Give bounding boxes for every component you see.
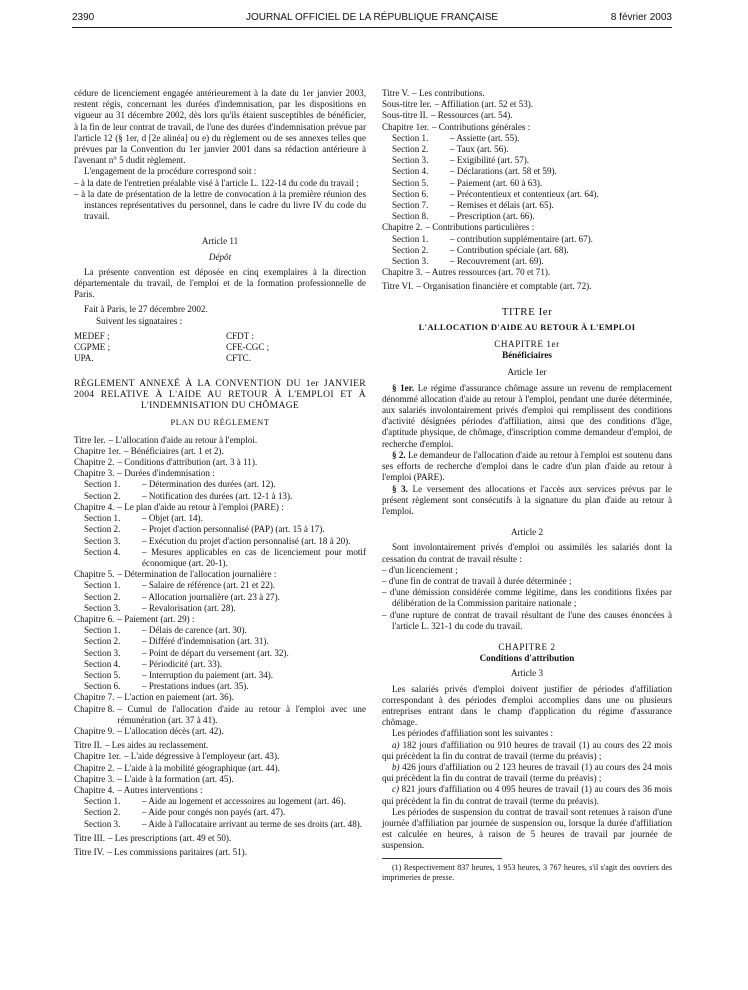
- plan-entry-key: Section 2.: [84, 591, 121, 602]
- plan-chapter-entry: [74, 785, 366, 796]
- plan-chapter-entry: [74, 726, 366, 737]
- plan-entry-key: Section 2.: [392, 144, 429, 155]
- plan-entry-text: – Différé d'indemnisation (art. 31).: [142, 636, 269, 647]
- plan-entry-key: Section 1.: [84, 513, 121, 524]
- plan-section-entry: [382, 245, 672, 256]
- plan-entry-text: – Périodicité (art. 33).: [142, 658, 223, 669]
- plan-entry-key: Section 3.: [392, 155, 429, 166]
- article-3-item: b) 426 jours d'affiliation ou 2 123 heures de travail (1) au cours des 24 mois qui précèdent la fin du contrat de travail (terme du préavis) ;: [382, 761, 672, 784]
- plan-entry-text: – Prescription (art. 66).: [450, 211, 535, 222]
- plan-entry-key: Chapitre 1er.: [382, 121, 429, 132]
- plan-section-entry: [74, 807, 366, 818]
- plan-section-entry: [74, 479, 366, 490]
- plan-entry-key: Chapitre 5.: [74, 569, 115, 580]
- plan-title-entry: [382, 99, 672, 110]
- plan-section-entry: [74, 796, 366, 807]
- plan-entry-text: – Déclarations (art. 58 et 59).: [450, 166, 557, 177]
- plan-entry-key: Section 6.: [392, 188, 429, 199]
- plan-title-entry: [382, 222, 672, 233]
- article-1-paragraph: § 3. Le versement des allocations et l'accès aux services prévus par le présent règlement sont consécutifs à la signature du plan d'aide au retour à l'emploi.: [382, 483, 673, 516]
- plan-entry-key: Section 2.: [84, 807, 121, 818]
- plan-entry-text: – Cumul de l'allocation d'aide au retour à l'emploi avec une rémunération (art. 37 à 41).: [117, 703, 366, 725]
- plan-entry-text: – Précontentieux et contentieux (art. 64).: [450, 188, 599, 199]
- plan-entry-text: – contribution supplémentaire (art. 67).: [450, 233, 593, 244]
- plan-section-entry: [74, 659, 366, 670]
- article-11-subtitle: Dépôt: [208, 251, 232, 262]
- left-column: [74, 88, 366, 858]
- plan-entry-key: Section 2.: [84, 490, 121, 501]
- plan-entry-text: – Exécution du projet d'action personnalisé (art. 18 à 20).: [142, 535, 351, 546]
- plan-chapter-entry: [74, 751, 366, 762]
- signatory: MEDEF ;: [74, 330, 110, 341]
- plan-entry-text: – Détermination de l'allocation journalière :: [117, 569, 277, 580]
- plan-entry-text: – Délais de carence (art. 30).: [142, 625, 247, 636]
- plan-section-entry: [74, 513, 366, 524]
- plan-title-entry: [74, 740, 366, 751]
- plan-chapter-entry: [74, 446, 366, 457]
- engagement-intro: L'engagement de la procédure correspond soit :: [84, 166, 257, 177]
- plan-entry-key: Section 3.: [84, 818, 121, 829]
- plan-section-entry: [382, 256, 672, 267]
- plan-section-entry: [382, 144, 672, 155]
- plan-title: PLAN DU RÈGLEMENT: [170, 418, 270, 428]
- plan-list: [74, 435, 366, 859]
- plan-entry-text: – Conditions d'attribution (art. 3 à 11).: [117, 457, 258, 468]
- plan-section-entry: [74, 681, 366, 692]
- plan-entry-text: – Les aides au reclassement.: [104, 740, 209, 751]
- titre-name: L'ALLOCATION D'AIDE AU RETOUR À L'EMPLOI: [418, 321, 636, 332]
- plan-entry-key: Section 5.: [84, 669, 121, 680]
- signatory-row: [74, 353, 366, 364]
- plan-section-entry: [382, 211, 672, 222]
- plan-section-entry: [382, 155, 672, 166]
- plan-entry-key: Section 5.: [392, 177, 429, 188]
- plan-entry-text: – L'aide à la mobilité géographique (art. 44).: [117, 762, 280, 773]
- plan-entry-key: Chapitre 1er.: [74, 751, 121, 762]
- plan-entry-text: – L'action en paiement (art. 36).: [117, 692, 234, 703]
- plan-title-entry: [74, 435, 366, 446]
- signatory-row: [74, 331, 366, 342]
- plan-entry-key: Section 4.: [84, 658, 121, 669]
- plan-section-entry: [382, 200, 672, 211]
- right-column: [382, 88, 672, 883]
- plan-entry-key: Section 2.: [84, 524, 121, 535]
- plan-entry-key: Section 3.: [84, 647, 121, 658]
- plan-entry-text: – Projet d'action personnalisé (PAP) (art. 15 à 17).: [142, 524, 325, 535]
- article-2-heading: Article 2: [510, 527, 544, 538]
- plan-entry-text: – Paiement (art. 29) :: [117, 613, 195, 624]
- plan-entry-key: Section 2.: [392, 244, 429, 255]
- article-2-intro: Sont involontairement privés d'emploi ou assimilés les salariés dont la cessation du contrat de travail résulte :: [382, 542, 672, 564]
- plan-entry-key: Section 1.: [84, 580, 121, 591]
- plan-chapter-entry: [74, 692, 366, 703]
- plan-section-entry: [74, 491, 366, 502]
- article-3-heading: Article 3: [510, 668, 544, 679]
- plan-entry-text: – Les commissions paritaires (art. 51).: [107, 846, 247, 857]
- plan-title-entry: [382, 88, 672, 99]
- signatory: CFTC.: [226, 353, 252, 364]
- plan-entry-text: – Interruption du paiement (art. 34).: [142, 669, 274, 680]
- plan-entry-text: – Les prescriptions (art. 49 et 50).: [107, 832, 232, 843]
- signatories-intro: Suivent les signataires :: [96, 315, 183, 326]
- plan-entry-text: – Prestations indues (art. 35).: [142, 681, 249, 692]
- plan-entry-key: Chapitre 2.: [382, 222, 423, 233]
- plan-entry-text: – Salaire de référence (art. 21 et 22).: [142, 580, 276, 591]
- plan-entry-text: – Allocation journalière (art. 23 à 27).: [142, 591, 280, 602]
- plan-title-entry: [74, 833, 366, 844]
- plan-chapter-entry: [74, 774, 366, 785]
- chapitre-heading: CHAPITRE 1er: [494, 339, 560, 350]
- plan-entry-text: – Paiement (art. 60 à 63).: [450, 177, 543, 188]
- article-2-item: – d'un licenciement ;: [382, 564, 458, 575]
- plan-entry-key: Titre IV.: [74, 846, 105, 857]
- plan-section-entry: [74, 625, 366, 636]
- plan-entry-key: Section 1.: [84, 796, 121, 807]
- plan-entry-text: – Aide pour congés non payés (art. 47).: [142, 807, 286, 818]
- plan-entry-key: Chapitre 3.: [74, 468, 115, 479]
- engagement-item: – à la date de présentation de la lettre de convocation à la première réunion des instances représentatives du personnel, dans le cadre du livre IV du code du travail.: [74, 188, 366, 222]
- plan-section-entry: [382, 178, 672, 189]
- plan-entry-key: Chapitre 6.: [74, 613, 115, 624]
- page-header: [72, 12, 672, 26]
- plan-entry-key: Chapitre 3.: [382, 267, 423, 278]
- plan-entry-text: – Notification des durées (art. 12-1 à 13).: [142, 490, 293, 501]
- plan-entry-key: Chapitre 7.: [74, 692, 115, 703]
- titre-heading: TITRE Ier: [501, 305, 553, 318]
- signatory: CFDT :: [226, 330, 254, 341]
- plan-entry-key: Section 6.: [84, 681, 121, 692]
- plan-section-entry: [382, 189, 672, 200]
- plan-entry-text: – Les contributions.: [412, 88, 485, 98]
- plan-entry-text: – Remises et délais (art. 65).: [450, 200, 554, 211]
- plan-entry-text: – Durées d'indemnisation :: [117, 468, 215, 479]
- plan-entry-text: – Assiette (art. 55).: [450, 132, 520, 143]
- plan-section-entry: [74, 603, 366, 614]
- plan-title-entry: [74, 847, 366, 858]
- footnote: (1) Respectivement 837 heures, 1 953 heures, 3 767 heures, s'il s'agit des ouvriers des imprimeries de presse.: [382, 862, 672, 882]
- plan-chapter-entry: [74, 569, 366, 580]
- plan-entry-text: – Contributions générales :: [431, 121, 531, 132]
- article-1-paragraph: § 1er. Le régime d'assurance chômage assure un revenu de remplacement dénommé allocation d'aide au retour à l'emploi, pendant une durée déterminée, aux salariés involontairement privés d'emploi qui remplissent des conditions d'activité désignées périodes d'affiliation, ainsi que des conditions d'âge, d'aptitude physique, de chômage, d'inscription comme demandeur d'emploi, de recherche d'emploi.: [382, 382, 672, 449]
- plan-chapter-entry: [74, 457, 366, 468]
- article-2-item: – d'une rupture de contrat de travail résultant de l'une des causes énoncées à l'article L. 321-1 du code du travail.: [382, 609, 672, 631]
- plan-section-entry: [74, 636, 366, 647]
- plan-section-entry: [74, 536, 366, 547]
- plan-entry-text: – Objet (art. 14).: [142, 513, 203, 524]
- plan-entry-text: – Mesures applicables en cas de licenciement pour motif économique (art. 20-1).: [142, 546, 366, 568]
- plan-chapter-entry: [74, 468, 366, 479]
- plan-section-entry: [382, 166, 672, 177]
- article-2-item: – d'une fin de contrat de travail à durée déterminée ;: [382, 575, 572, 586]
- plan-entry-key: Section 3.: [392, 256, 429, 267]
- intro-paragraph: cédure de licenciement engagée antérieurement à la date du 1er janvier 2003, restent régis, concernant les durées d'indemnisation, par les dispositions en vigueur au 31 décembre 2002, dès lors qu'ils étaient susceptibles de bénéficier, à la fin de leur contrat de travail, de l'une des durées d'indemnisation prévue par l'article 12 (§ 1er, d [2e alinéa] ou e) du règlement ou de ses annexes telles que prévues par la Convention du 1er janvier 2001 dans sa rédaction antérieure à l'avenant n° 5 dudit règlement.: [74, 88, 366, 166]
- chapitre-name: Conditions d'attribution: [479, 653, 575, 664]
- plan-section-entry: [382, 133, 672, 144]
- plan-entry-text: – Taux (art. 56).: [450, 144, 509, 155]
- plan-chapter-entry: [74, 763, 366, 774]
- plan-entry-text: – Point de départ du versement (art. 32).: [142, 647, 289, 658]
- chapitre-name: Bénéficiaires: [502, 350, 552, 361]
- plan-entry-text: – L'allocation d'aide au retour à l'emploi.: [108, 434, 258, 445]
- plan-entry-key: Sous-titre II.: [382, 110, 428, 121]
- plan-entry-key: Titre III.: [74, 832, 105, 843]
- plan-entry-text: – Exigibilité (art. 57).: [450, 155, 530, 166]
- plan-entry-key: Chapitre 2.: [74, 762, 115, 773]
- header-rule: [72, 27, 672, 28]
- plan-entry-key: Chapitre 8.: [74, 703, 115, 714]
- plan-section-entry: [74, 670, 366, 681]
- plan-entry-text: – Le plan d'aide au retour à l'emploi (PARE) :: [117, 501, 284, 512]
- plan-entry-key: Section 7.: [392, 200, 429, 211]
- chapitre-heading: CHAPITRE 2: [498, 641, 556, 652]
- article-1-heading: Article 1er: [507, 367, 547, 378]
- plan-chapter-entry: [74, 614, 366, 625]
- plan-entry-text: – Revalorisation (art. 28).: [142, 602, 236, 613]
- plan-entry-text: – Autres interventions :: [117, 784, 203, 795]
- plan-entry-key: Titre VI.: [382, 281, 414, 292]
- signatory: UPA.: [74, 353, 94, 364]
- footnote-rule: [382, 858, 502, 859]
- plan-section-entry: [74, 524, 366, 535]
- plan-entry-key: Titre II.: [74, 740, 102, 751]
- plan-entry-text: – L'aide dégressive à l'employeur (art. 43).: [123, 751, 280, 762]
- plan-entry-text: – Aide à l'allocataire arrivant au terme de ses droits (art. 48).: [142, 818, 363, 829]
- plan-entry-text: – Bénéficiaires (art. 1 et 2).: [123, 445, 224, 456]
- plan-title-entry: [382, 122, 672, 133]
- issue-date: 8 février 2003: [610, 12, 672, 23]
- plan-entry-key: Sous-titre Ier.: [382, 99, 432, 110]
- plan-section-entry: [382, 234, 672, 245]
- done-at: Fait à Paris, le 27 décembre 2002.: [84, 304, 208, 315]
- plan-entry-text: – L'aide à la formation (art. 45).: [117, 773, 234, 784]
- plan-chapter-entry: [74, 704, 366, 726]
- plan-entry-text: – Recouvrement (art. 69).: [450, 256, 544, 267]
- plan-entry-text: – Détermination des durées (art. 12).: [142, 479, 276, 490]
- plan-entry-key: Section 4.: [84, 546, 121, 557]
- plan-title-entry: [382, 281, 672, 292]
- article-11-heading: Article 11: [201, 236, 239, 247]
- plan-entry-text: – Autres ressources (art. 70 et 71).: [425, 267, 551, 278]
- plan-entry-key: Chapitre 3.: [74, 773, 115, 784]
- plan-entry-text: – Ressources (art. 54).: [430, 110, 513, 121]
- plan-entry-key: Section 8.: [392, 211, 429, 222]
- plan-entry-key: Section 3.: [84, 535, 121, 546]
- plan-entry-text: – Contribution spéciale (art. 68).: [450, 244, 569, 255]
- article-3-item: c) 821 jours d'affiliation ou 4 095 heures de travail (1) au cours des 36 mois qui précèdent la fin du contrat de travail (terme du préavis).: [382, 784, 672, 806]
- article-3-item: a) 182 jours d'affiliation ou 910 heures de travail (1) au cours des 22 mois qui précèdent la fin du contrat de travail (terme du préavis) ;: [382, 739, 672, 761]
- plan-entry-key: Section 3.: [84, 602, 121, 613]
- plan-title-entry: [382, 267, 672, 278]
- article-2-item: – d'une démission considérée comme légitime, dans les conditions fixées par délibération de la Commission paritaire nationale ;: [382, 587, 672, 609]
- plan-entry-key: Chapitre 2.: [74, 457, 115, 468]
- plan-entry-key: Section 1.: [392, 233, 429, 244]
- plan-entry-key: Section 2.: [84, 636, 121, 647]
- plan-section-entry: [74, 547, 366, 569]
- article-3-final: Les périodes de suspension du contrat de travail sont retenues à raison d'une journée d'affiliation par journée de suspension ou, lorsque la durée d'affiliation est calculée en heures, à raison de 5 heures de travail par journée de suspension.: [382, 806, 672, 851]
- plan-entry-text: – Aide au logement et accessoires au logement (art. 46).: [142, 796, 346, 807]
- engagement-item: – à la date de l'entretien préalable visé à l'article L. 122-14 du code du travail ;: [74, 177, 359, 188]
- plan-entry-text: – Organisation financière et comptable (art. 72).: [416, 281, 592, 292]
- plan-entry-text: – Contributions particulières :: [425, 222, 535, 233]
- plan-entry-key: Chapitre 9.: [74, 725, 115, 736]
- plan-entry-key: Titre Ier.: [74, 434, 106, 445]
- reglement-title: RÈGLEMENT ANNEXÉ À LA CONVENTION DU 1er JANVIER 2004 RELATIVE À L'AIDE AU RETOUR À L'EMPLOI ET À L'INDEMNISATION DU CHÔMAGE: [74, 378, 366, 412]
- article-1-paragraph: § 2. Le demandeur de l'allocation d'aide au retour à l'emploi est soutenu dans ses efforts de recherche d'emploi dans le cadre d'un plan d'aide au retour à l'emploi (PARE).: [382, 449, 672, 483]
- article-3-sub: Les périodes d'affiliation sont les suivantes :: [392, 728, 554, 739]
- plan-entry-key: Titre V.: [382, 88, 410, 98]
- plan-entry-key: Section 1.: [84, 479, 121, 490]
- plan-title-entry: [382, 110, 672, 121]
- plan-section-entry: [74, 648, 366, 659]
- plan-entry-key: Section 4.: [392, 166, 429, 177]
- plan-chapter-entry: [74, 502, 366, 513]
- plan-section-entry: [74, 592, 366, 603]
- signatory-row: [74, 342, 366, 353]
- signatory: CFE-CGC ;: [226, 342, 270, 353]
- page-number: 2390: [72, 12, 95, 23]
- plan-entry-key: Chapitre 4.: [74, 784, 115, 795]
- plan-list-continued: [382, 88, 672, 293]
- plan-section-entry: [74, 819, 366, 830]
- plan-entry-key: Chapitre 1er.: [74, 445, 121, 456]
- journal-title: JOURNAL OFFICIEL DE LA RÉPUBLIQUE FRANÇAISE: [245, 12, 499, 23]
- plan-entry-text: – Affiliation (art. 52 et 53).: [434, 99, 534, 110]
- article-11-text: La présente convention est déposée en cinq exemplaires à la direction départementale du travail, de l'emploi et de la formation professionnelle de Paris.: [74, 266, 366, 300]
- article-3-intro: Les salariés privés d'emploi doivent justifier de périodes d'affiliation correspondant à des périodes d'emploi accomplies dans une ou plusieurs entreprises entrant dans le champ d'application du régime d'assurance chômage.: [382, 683, 672, 728]
- plan-entry-key: Section 1.: [392, 132, 429, 143]
- plan-entry-key: Section 1.: [84, 625, 121, 636]
- signatory: CGPME ;: [74, 342, 111, 353]
- plan-entry-text: – L'allocation décès (art. 42).: [117, 725, 224, 736]
- plan-section-entry: [74, 580, 366, 591]
- plan-entry-key: Chapitre 4.: [74, 501, 115, 512]
